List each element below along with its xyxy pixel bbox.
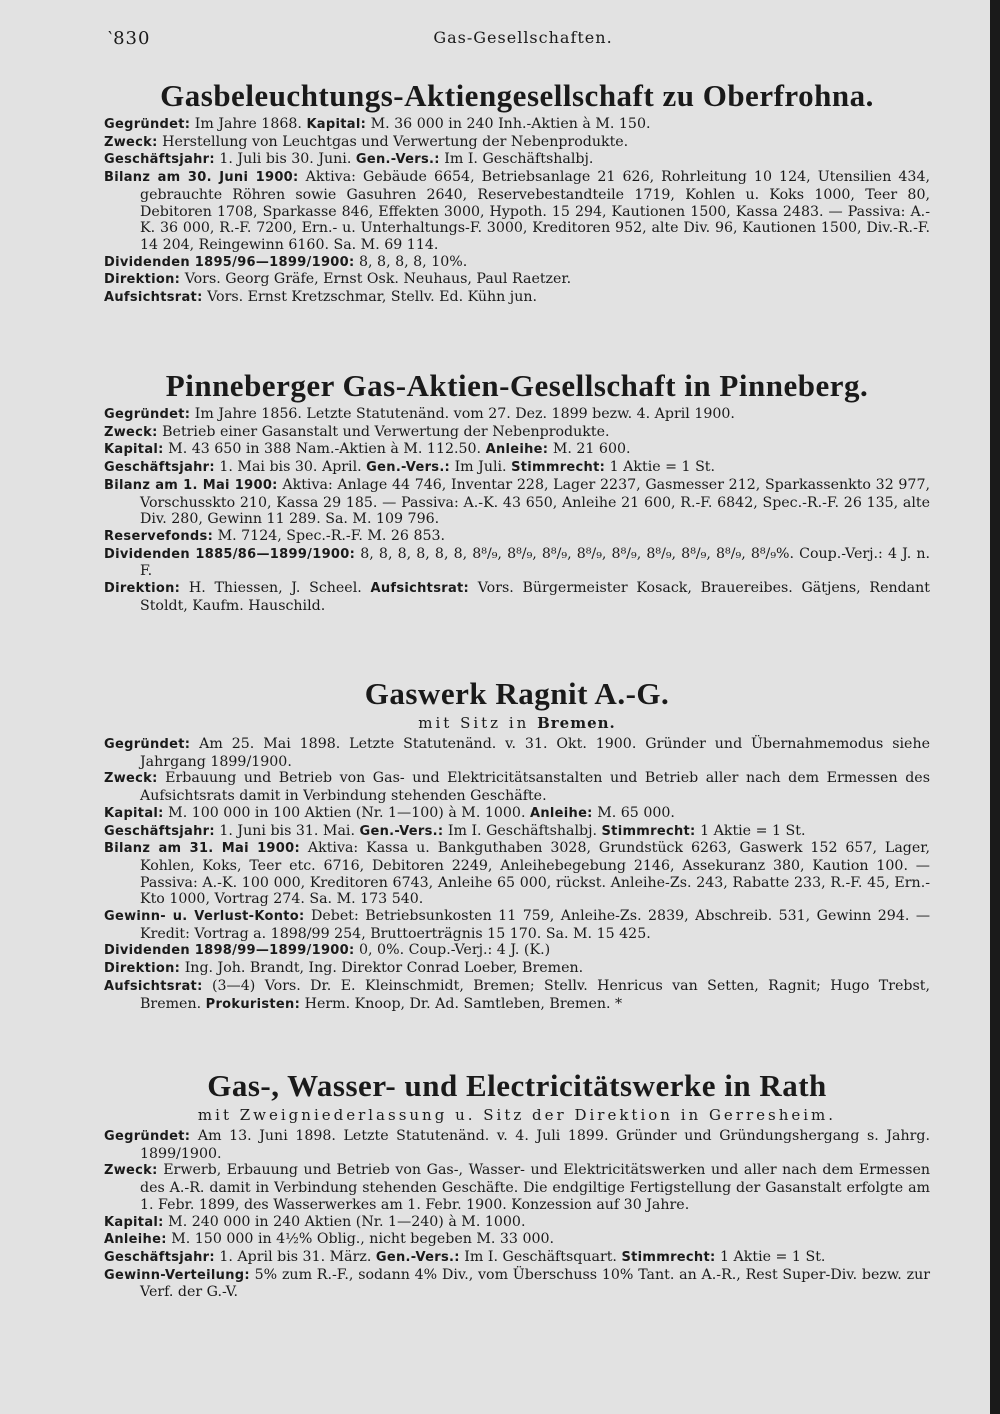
entry-bilanz: Bilanz am 31. Mai 1900: Aktiva: Kassa u. Bankguthaben 3028, Grundstück 6263, Gaswerk 152 657, Lager, Kohlen, Koks, Teer etc. 6716, Debitoren 2249, Anleihebegebung 2146, Assekuranz 380, Kaution 100. — Passiva: A.-K. 100 000, Kreditoren 6743, Anleihe 65 000, rückst. Anleihe-Zs. 243, Rabatte 233, R.-F. 45, Ern.-Kto 1000, Vortrag 274. Sa. M. 173 540. <box>104 840 930 908</box>
entry-aufsichtsrat: Aufsichtsrat: Vors. Ernst Kretzschmar, Stellv. Ed. Kühn jun. <box>104 289 537 306</box>
entry-kapital: Kapital: M. 100 000 in 100 Aktien (Nr. 1—100) à M. 1000. Anleihe: M. 65 000. <box>104 804 675 821</box>
entry-gegruendet: Gegründet: Am 25. Mai 1898. Letzte Statutenänd. v. 31. Okt. 1900. Gründer und Übernahmemodus siehe Jahrgang 1899/1900. <box>104 736 930 770</box>
section-ragnit <box>104 676 930 1013</box>
section-title: Gasbeleuchtungs-Aktiengesellschaft zu Oberfrohna. <box>160 78 874 113</box>
entry-bilanz: Bilanz am 30. Juni 1900: Aktiva: Gebäude 6654, Betriebsanlage 21 626, Rohrleitung 10 124, Utensilien 434, gebrauchte Röhren sowie Gasuhren 2640, Reservebestandteile 1719, Kohlen u. Koks 1000, Teer 80, Debitoren 1708, Sparkasse 846, Effekten 3000, Hypoth. 15 294, Kautionen 1500, Kassa 2483. — Passiva: A.-K. 36 000, R.-F. 7200, Ern.- u. Unterhaltungs-F. 3000, Kreditoren 952, alte Div. 96, Kautionen 1500, Div.-R.-F. 14 204, Reingewinn 6160. Sa. M. 69 114. <box>104 169 930 253</box>
page-header <box>108 28 938 58</box>
page-number: ‵830 <box>108 28 151 49</box>
section-subtitle: mit Zweigniederlassung u. Sitz der Direktion in Gerresheim. <box>197 1106 837 1124</box>
section-title: Gas-, Wasser- und Electricitätswerke in Rath <box>207 1068 827 1103</box>
entry-zweck: Zweck: Erwerb, Erbauung und Betrieb von Gas-, Wasser- und Elektricitätswerken und aller nach dem Ermessen des A.-R. damit in Verbindung stehenden Geschäfte. Die endgiltige Fertigstellung der Gasanstalt erfolgte am 1. Febr. 1899, des Wasserwerkes am 1. Febr. 1900. Konzession auf 30 Jahre. <box>104 1162 931 1213</box>
entry-gegruendet: Gegründet: Im Jahre 1868. Kapital: M. 36 000 in 240 Inh.-Aktien à M. 150. <box>104 116 651 132</box>
entry-geschaeftsjahr: Geschäftsjahr: 1. Juli bis 30. Juni. Gen.-Vers.: Im I. Geschäftshalbj. <box>104 151 594 168</box>
entry-geschaeftsjahr: Geschäftsjahr: 1. April bis 31. März. Gen.-Vers.: Im I. Geschäftsquart. Stimmrecht: 1 Aktie = 1 St. <box>104 1248 826 1265</box>
entry-dividenden: Dividenden 1885/86—1899/1900: 8, 8, 8, 8, 8, 8, 8⁸/₉, 8⁸/₉, 8⁸/₉, 8⁸/₉, 8⁸/₉, 8⁸/₉, 8⁸/₉, 8⁸/₉, 8⁸/₉%. Coup.-Verj.: 4 J. n. F. <box>104 545 930 580</box>
entry-dividenden: Dividenden 1895/96—1899/1900: 8, 8, 8, 8, 10%. <box>104 253 468 270</box>
entry-gegruendet: Gegründet: Im Jahre 1856. Letzte Statutenänd. vom 27. Dez. 1899 bezw. 4. April 1900. <box>104 406 735 422</box>
entry-zweck: Zweck: Betrieb einer Gasanstalt und Verwertung der Nebenprodukte. <box>104 423 610 440</box>
section-title: Pinneberger Gas-Aktien-Gesellschaft in Pinneberg. <box>165 368 869 403</box>
entry-gewinn-verteilung: Gewinn-Verteilung: 5% zum R.-F., sodann 4% Div., vom Überschuss 10% Tant. an A.-R., Rest Super-Div. bezw. zur Verf. der G.-V. <box>104 1266 930 1301</box>
entry-anleihe: Anleihe: M. 150 000 in 4½% Oblig., nicht begeben M. 33 000. <box>104 1231 555 1248</box>
entry-geschaeftsjahr: Geschäftsjahr: 1. Mai bis 30. April. Gen.-Vers.: Im Juli. Stimmrecht: 1 Aktie = 1 St. <box>104 459 716 476</box>
running-title: Gas-Gesellschaften. <box>433 28 613 47</box>
section-rath <box>104 1068 930 1301</box>
entry-direktion: Direktion: H. Thiessen, J. Scheel. Aufsichtsrat: Vors. Bürgermeister Kosack, Brauereibes. Gätjens, Rendant Stoldt, Kaufm. Hauschild. <box>104 580 930 614</box>
entry-dividenden: Dividenden 1898/99—1899/1900: 0, 0%. Coup.-Verj.: 4 J. (K.) <box>104 942 551 959</box>
entry-direktion: Direktion: Ing. Joh. Brandt, Ing. Direktor Conrad Loeber, Bremen. <box>104 960 584 977</box>
entry-direktion: Direktion: Vors. Georg Gräfe, Ernst Osk. Neuhaus, Paul Raetzer. <box>104 271 572 288</box>
entry-kapital: Kapital: M. 43 650 in 388 Nam.-Aktien à M. 112.50. Anleihe: M. 21 600. <box>104 441 631 458</box>
entry-zweck: Zweck: Erbauung und Betrieb von Gas- und Elektricitätsanstalten und Betrieb aller nach dem Ermessen des Aufsichtsrats damit in Verbindung stehenden Geschäfte. <box>104 770 930 805</box>
entry-aufsichtsrat: Aufsichtsrat: (3—4) Vors. Dr. E. Kleinschmidt, Bremen; Stellv. Henricus van Setten, Ragnit; Hugo Trebst, Bremen. Prokuristen: Herm. Knoop, Dr. Ad. Samtleben, Bremen. * <box>104 977 931 1012</box>
entry-bilanz: Bilanz am 1. Mai 1900: Aktiva: Anlage 44 746, Inventar 228, Lager 2237, Gasmesser 212, Sparkassenkto 32 977, Vorschusskto 210, Kassa 29 185. — Passiva: A.-K. 43 650, Anleihe 21 600, R.-F. 6842, Spec.-R.-F. 26 135, alte Div. 280, Gewinn 11 289. Sa. M. 109 796. <box>104 476 930 528</box>
entry-reservefonds: Reservefonds: M. 7124, Spec.-R.-F. M. 26 853. <box>104 527 446 544</box>
section-oberfrohna <box>104 78 930 307</box>
section-pinneberg <box>104 368 930 614</box>
entry-geschaeftsjahr: Geschäftsjahr: 1. Juni bis 31. Mai. Gen.-Vers.: Im I. Geschäftshalbj. Stimmrecht: 1 Aktie = 1 St. <box>104 822 806 839</box>
section-subtitle: mit Sitz in Bremen. <box>418 714 616 732</box>
entry-gegruendet: Gegründet: Am 13. Juni 1898. Letzte Statutenänd. v. 4. Juli 1899. Gründer und Gründungshergang s. Jahrg. 1899/1900. <box>104 1128 930 1162</box>
section-title: Gaswerk Ragnit A.-G. <box>364 676 670 711</box>
entry-gewinn-verlust: Gewinn- u. Verlust-Konto: Debet: Betriebsunkosten 11 759, Anleihe-Zs. 2839, Abschreib. 531, Gewinn 294. — Kredit: Vortrag a. 1898/99 254, Bruttoerträgnis 15 170. Sa. M. 15 425. <box>104 908 931 942</box>
entry-kapital: Kapital: M. 240 000 in 240 Aktien (Nr. 1—240) à M. 1000. <box>104 1213 526 1230</box>
entry-zweck: Zweck: Herstellung von Leuchtgas und Verwertung der Nebenprodukte. <box>104 133 629 150</box>
page-edge-shadow <box>990 0 1000 1414</box>
